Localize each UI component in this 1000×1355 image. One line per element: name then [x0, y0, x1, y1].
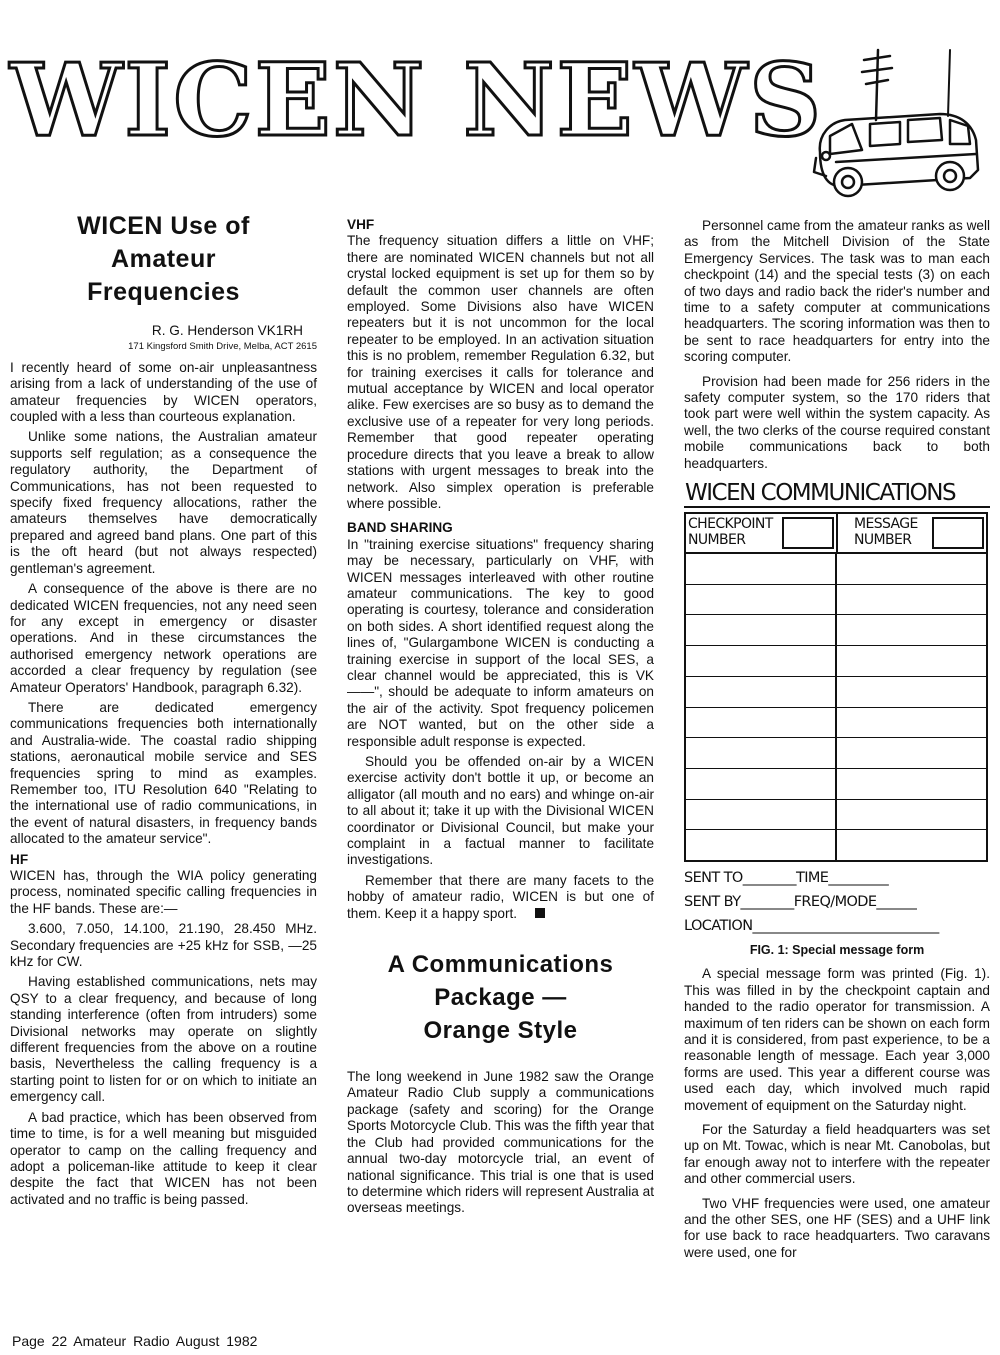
form-cell [686, 800, 835, 830]
form-grid [684, 512, 988, 862]
paragraph: WICEN has, through the WIA policy generating process, nominated specific calling frequencies in the HF bands. These are:— [10, 868, 317, 916]
form-cell [835, 554, 986, 584]
form-cell [686, 615, 835, 645]
form-cell [686, 554, 835, 584]
message-number-box [932, 517, 984, 549]
van-illustration [800, 40, 995, 205]
form-cell [835, 800, 986, 830]
paragraph: There are dedicated emergency communications frequencies both internationally and Australia-wide. The coastal radio shipping stations, aeronautical mobile service and SES frequencies spring to mind as examples. Remember too, ITU Resolution 640 "Relating to the international use of radio communications, in the event of natural disasters, in frequency bands allocated to the amateur service". [10, 699, 317, 847]
location-line: LOCATION____________________________ [684, 917, 939, 934]
form-cell [686, 646, 835, 676]
masthead-title: WICEN NEWS [10, 41, 824, 159]
paragraph: A consequence of the above is there are no dedicated WICEN frequencies, not any need seen for any except in emergency or disaster operations. And in these circumstances the authorised emergency network operations are accorded a clear frequency by regulation (see Amateur Operators' Handbook, paragraph 6.32). [10, 581, 317, 695]
form-cell [686, 769, 835, 799]
message-number-cell [836, 514, 986, 552]
form-row [686, 585, 986, 616]
form-cell [686, 708, 835, 738]
section-heading-hf: HF [10, 851, 29, 867]
form-cell [835, 769, 986, 799]
form-row [686, 615, 986, 646]
form-row [686, 769, 986, 800]
paragraph: A bad practice, which has been observed from time to time, is for a well meaning but misguided operator to camp on the calling frequency and adopt a policeman-like attitude to keep it clear despite the fact that WICEN has not been activated and no traffic is being passed. [10, 1109, 317, 1207]
form-row [686, 554, 986, 585]
checkpoint-label-2: NUMBER [688, 532, 746, 549]
paragraph: The long weekend in June 1982 saw the Orange Amateur Radio Club supply a communications package (safety and scoring) for the Orange Sports Motorcycle Club. This was the fifth year that the Club had provided communications for the annual two-day motorcycle trial, an event of national significance. This trial is one that is used to determine which riders will represent Australia at overseas meetings. [347, 1069, 654, 1216]
message-label-2: NUMBER [854, 532, 912, 549]
article1-title-line: Frequencies [87, 278, 240, 306]
checkpoint-number-box [782, 517, 834, 549]
form-cell [835, 615, 986, 645]
paragraph: I recently heard of some on-air unpleasantness arising from a lack of understanding of the use of amateur frequencies by WICEN operators, coupled with a less than courteous explanation. [10, 359, 317, 425]
sent-by-line: SENT BY________FREQ/MODE______ [684, 893, 917, 910]
form-row [686, 800, 986, 831]
form-row [686, 677, 986, 708]
article1-title [10, 210, 317, 309]
paragraph: Personnel came from the amateur ranks as well as from the Mitchell Division of the State Emergency Services. The task was to man each checkpoint (14) and the special tests (3) on each of two days and radio back the rider's number and time to a safety computer at communications headquarters. The scoring information was then to be sent to race headquarters for entry into the scoring computer. [684, 218, 990, 365]
article1-address: 171 Kingsford Smith Drive, Melba, ACT 2615 [128, 341, 317, 353]
form-header-row [686, 514, 986, 554]
paragraph: A special message form was printed (Fig. 1). This was filled in by the checkpoint captain and handed to the radio operator for transmission. A maximum of ten riders can be shown on each form and it is considered, from past experience, to be a reasonable length of message. Each year 3,000 forms are used. This year a different course was used each day, which involved much rapid movement of equipment on the Saturday night. [684, 966, 990, 1113]
paragraph: Unlike some nations, the Australian amateur supports self regulation; as a consequence the regulatory authority, the Department of Communications, has not been requested to specify fixed frequency allocations, rather the amateurs themselves have democratically prepared and agreed band plans. One part of this is the oft heard (but not always respected) gentleman's agreement. [10, 429, 317, 576]
paragraph: Two VHF frequencies were used, one amateur and the other SES, one HF (SES) and a UHF link for use back to race headquarters. Two caravans were used, one for [684, 1195, 990, 1260]
form-footer-lines [684, 866, 990, 938]
message-label: MESSAGE [854, 516, 918, 533]
form-cell [686, 585, 835, 615]
form-cell [686, 738, 835, 768]
paragraph: Having established communications, nets may QSY to a clear frequency, and because of long standing interference (often from intruders) some Divisional networks may operate on slightly different frequencies from the above on a routine basis, Nevertheless the calling frequency is a starting point to listen for or on which to initiate an emergency call. [10, 974, 317, 1105]
form-cell [835, 585, 986, 615]
article1-author: R. G. Henderson VK1RH [151, 323, 303, 338]
article2-title [347, 948, 654, 1047]
form-row [686, 830, 986, 860]
checkpoint-number-cell [686, 514, 836, 552]
paragraph: Should you be offended on-air by a WICEN exercise activity don't bottle it up, or become an alligator (all mouth and no ears) and whinge on-air to all about it; take it up with the Divisional WICEN coordinator or Divisional Council, but make your complaint in a factual manner to facilitate investigations. [347, 754, 654, 868]
article1-title-line: WICEN Use of [77, 212, 250, 240]
article2-title-line: A Communications [387, 951, 614, 979]
form-cell [835, 708, 986, 738]
form-title: WICEN COMMUNICATIONS [684, 480, 990, 508]
article2-title-line: Orange Style [423, 1017, 578, 1045]
masthead [10, 40, 824, 160]
form-row [686, 738, 986, 769]
figure-caption: FIG. 1: Special message form [749, 942, 925, 957]
form-cell [686, 677, 835, 707]
end-mark-icon [535, 908, 545, 918]
form-cell [835, 738, 986, 768]
paragraph-last [347, 873, 654, 922]
paragraph: 3.600, 7.050, 14.100, 21.190, 28.450 MHz. Secondary frequencies are +25 kHz for SSB, —25 kHz for CW. [10, 921, 317, 970]
form-cell [835, 830, 986, 860]
form-cell [686, 830, 835, 860]
column-1 [10, 210, 317, 1212]
message-form-figure [684, 480, 990, 938]
form-cell [835, 677, 986, 707]
paragraph: For the Saturday a field headquarters was set up on Mt. Towac, which is near Mt. Canobolas, but far enough away not to interfere with the repeater and other commercial users. [684, 1122, 990, 1187]
form-row [686, 646, 986, 677]
page-footer: Page 22 Amateur Radio August 1982 [12, 1333, 258, 1349]
sent-to-line: SENT TO________TIME_________ [684, 869, 889, 886]
paragraph: The frequency situation differs a little on VHF; there are nominated WICEN channels but not all crystal locked equipment is set up for them so by default the common user channels are often employed. Some Divisions also have WICEN repeaters but it is not uncommon for the local repeater to be employed. In an activation situation this is no problem, remember Regulation 6.32, but for training exercises it calls for tolerance and mutual acceptance by WICEN and local operator alike. Few exercises are so busy as to demand the exclusive use of a repeater for very long periods. Remember that good repeater operating procedure directs that you leave a break to allow stations with urgent messages to break into the network. Also simplex operation is preferable where possible. [347, 233, 654, 511]
column-2 [347, 215, 654, 1221]
form-row [686, 708, 986, 739]
form-cell [835, 646, 986, 676]
article1-title-line: Amateur [111, 245, 216, 273]
section-heading-band-sharing: BAND SHARING [347, 520, 453, 536]
paragraph: Provision had been made for 256 riders in the safety computer system, so the 170 riders that took part were well within the system capacity. As well, the two clerks of the course required constant mobile communications back to both headquarters. [684, 373, 990, 471]
paragraph-text: Remember that there are many facets to the hobby of amateur radio, WICEN is but one of them. Keep it a happy sport. [347, 872, 654, 921]
section-heading-vhf: VHF [347, 217, 375, 232]
checkpoint-label: CHECKPOINT [688, 516, 773, 533]
paragraph: In "training exercise situations" frequency sharing may be necessary, particularly on VHF, with WICEN messages interleaved with other routine amateur communications. The key to good operating is courtesy, tolerance and consideration on both sides. A short identified request along the lines of, "Gulargambone WICEN is conducting a training exercise in support of the local SES, a clear channel would be appreciated, this is VK——", should be adequate to inform amateurs on the air of the activity. Spot frequency policemen are NOT wanted, but on the other side a responsible adult response is expected. [347, 536, 654, 749]
article2-title-line: Package — [434, 984, 567, 1012]
column-3 [684, 218, 990, 1265]
